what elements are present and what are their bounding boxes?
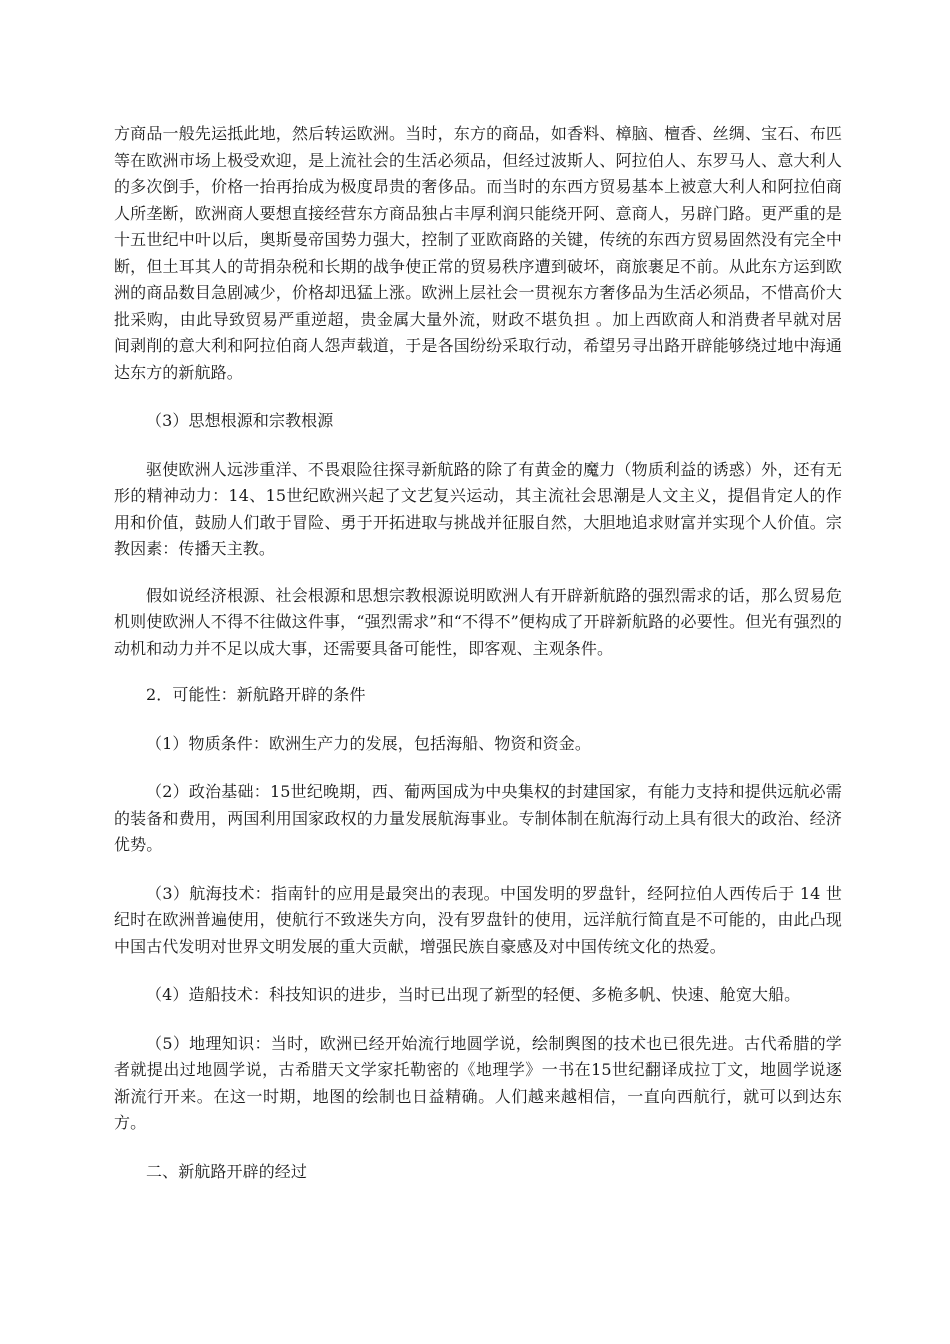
item-shipbuilding-technology: （4）造船技术：科技知识的进步，当时已出现了新型的轻便、多桅多帆、快速、舱宽大船。 <box>146 985 801 1004</box>
item-political-foundation: （2）政治基础：15世纪晚期，西、葡两国成为中央集权的封建国家，有能力支持和提供远航必需的装备和费用，两国利用国家政权的力量发展航海事业。专制体制在航海行动上具有很大的政治、经济优势。 <box>114 782 842 854</box>
document-page <box>114 121 842 1185</box>
paragraph-necessity-summary: 假如说经济根源、社会根源和思想宗教根源说明欧洲人有开辟新航路的强烈需求的话，那么贸易危机则使欧洲人不得不往做这件事，“强烈需求”和“不得不”便构成了开辟新航路的必要性。但光有强烈的动机和动力并不足以成大事，还需要具备可能性，即客观、主观条件。 <box>114 585 842 658</box>
item-geographic-knowledge: （5）地理知识：当时，欧洲已经开始流行地圆学说，绘制舆图的技术也已很先进。古代希腊的学者就提出过地圆学说，古希腊天文学家托勒密的《地理学》一书在15世纪翻译成拉丁文，地圆学说逐渐流行开来。在这一时期，地图的绘制也日益精确。人们越来越相信，一直向西航行，就可以到达东方。 <box>114 1033 842 1132</box>
item-material-conditions: （1）物质条件：欧洲生产力的发展，包括海船、物资和资金。 <box>146 733 591 753</box>
section-heading-voyage-process: 二、新航路开辟的经过 <box>146 1161 308 1181</box>
paragraph-spiritual-motivation: 驱使欧洲人远涉重洋、不畏艰险往探寻新航路的除了有黄金的魔力（物质利益的诱惑）外，还有无形的精神动力：14、15世纪欧洲兴起了文艺复兴运动，其主流社会思潮是人文主义，提倡肯定人的作用和价值，鼓励人们敢于冒险、勇于开拓进取与挑战并征服自然，大胆地追求财富并实现个人价值。宗教因素：传播天主教。 <box>114 459 842 558</box>
item-navigation-technology: （3）航海技术：指南针的应用是最突出的表现。中国发明的罗盘针，经阿拉伯人西传后于 14 世纪时在欧洲普遍使用，使航行不致迷失方向，没有罗盘针的使用，远洋航行简直是不可能的，由此凸现中国古代发明对世界文明发展的重大贡献，增强民族自豪感及对中国传统文化的热爱。 <box>114 883 842 956</box>
heading-possibility-conditions: 2．可能性：新航路开辟的条件 <box>146 685 366 704</box>
heading-ideological-roots: （3）思想根源和宗教根源 <box>146 411 334 430</box>
paragraph-trade-background: 方商品一般先运抵此地，然后转运欧洲。当时，东方的商品，如香料、樟脑、檀香、丝绸、宝石、布匹等在欧洲市场上极受欢迎，是上流社会的生活必须品，但经过波斯人、阿拉伯人、东罗马人、意大利人的多次倒手，价格一抬再抬成为极度昂贵的奢侈品。而当时的东西方贸易基本上被意大利人和阿拉伯商人所垄断，欧洲商人要想直接经营东方商品独占丰厚利润只能绕开阿、意商人，另辟门路。更严重的是十五世纪中叶以后，奥斯曼帝国势力强大，控制了亚欧商路的关键，传统的东西方贸易固然没有完全中断，但土耳其人的苛捐杂税和长期的战争使正常的贸易秩序遭到破坏，商旅裹足不前。从此东方运到欧洲的商品数目急剧减少，价格却迅猛上涨。欧洲上层社会一贯视东方奢侈品为生活必须品，不惜高价大批采购，由此导致贸易严重逆超，贵金属大量外流，财政不堪负担 。加上西欧商人和消费者早就对居间剥削的意大利和阿拉伯商人怨声载道，于是各国纷纷采取行动，希望另寻出路开辟能够绕过地中海通达东方的新航路。 <box>114 124 842 382</box>
